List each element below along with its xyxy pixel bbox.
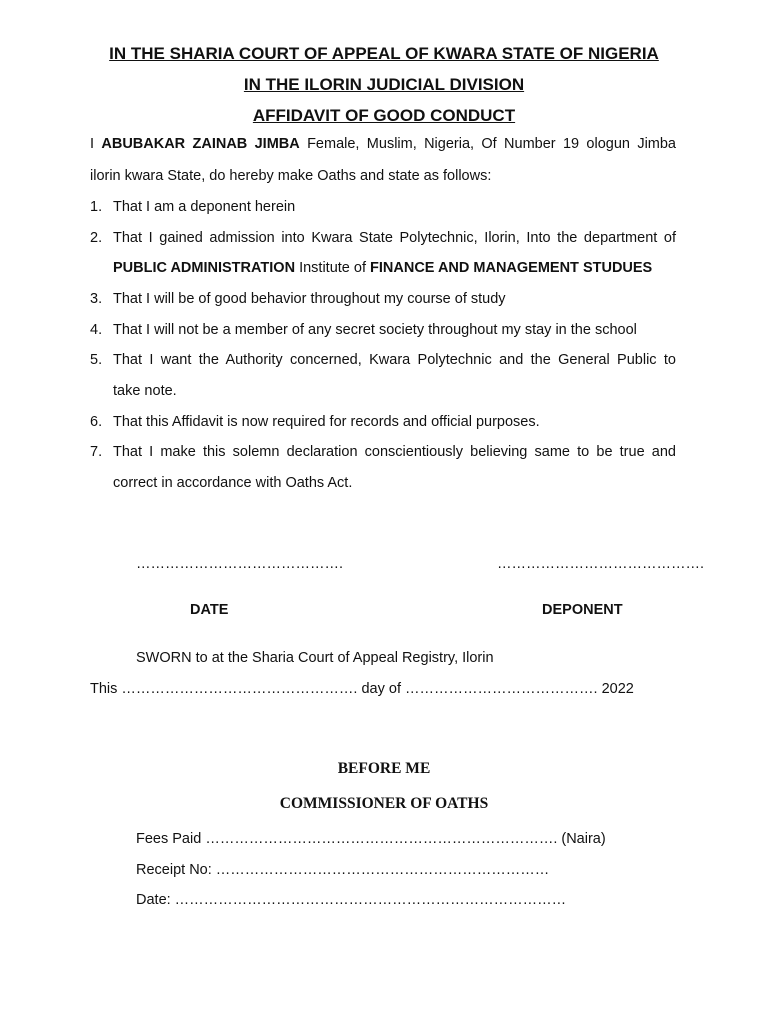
item-2-number: 2. [90, 230, 103, 246]
item-7-text-line-1: That I make this solemn declaration conscientiously believing same to be true and [113, 444, 676, 460]
item-7-number: 7. [90, 444, 103, 460]
sworn-date-line: This …………………………………………. day of …………………………………. 2022 [90, 681, 634, 697]
item-2-text-line-2: PUBLIC ADMINISTRATION Institute of FINANCE AND MANAGEMENT STUDUES [113, 260, 653, 276]
item-3-text: That I will be of good behavior throughout my course of study [113, 291, 506, 307]
sworn-statement: SWORN to at the Sharia Court of Appeal Registry, Ilorin [136, 650, 494, 666]
item-5-text-line-1: That I want the Authority concerned, Kwara Polytechnic and the General Public to [113, 352, 676, 368]
item-4-text: That I will not be a member of any secret society throughout my stay in the school [113, 322, 637, 338]
date-label: DATE [190, 602, 229, 618]
date-signature-line: ……………………………………. [136, 556, 344, 572]
receipt-number-line: Receipt No: …………………………………………………………… [136, 862, 550, 878]
fees-paid-line: Fees Paid ………………………………………………………………. (Naira) [136, 831, 606, 847]
item-1-text: That I am a deponent herein [113, 199, 296, 215]
intro-line-2: ilorin kwara State, do hereby make Oaths and state as follows: [90, 168, 492, 184]
before-me-label: BEFORE ME [337, 760, 431, 777]
item-6-number: 6. [90, 414, 103, 430]
fee-date-line: Date: ……………………………………………………………………… [136, 892, 567, 908]
item-2-text-line-1: That I gained admission into Kwara State Polytechnic, Ilorin, Into the department of [113, 230, 676, 246]
document-title: AFFIDAVIT OF GOOD CONDUCT [252, 106, 516, 125]
item-5-number: 5. [90, 352, 103, 368]
deponent-label: DEPONENT [542, 602, 623, 618]
division-heading: IN THE ILORIN JUDICIAL DIVISION [243, 75, 525, 94]
intro-line-1: I ABUBAKAR ZAINAB JIMBA Female, Muslim, Nigeria, Of Number 19 ologun Jimba [90, 136, 676, 152]
deponent-signature-line: ……………………………………. [497, 556, 705, 572]
deponent-name: ABUBAKAR ZAINAB JIMBA [101, 136, 300, 152]
item-3-number: 3. [90, 291, 103, 307]
court-heading: IN THE SHARIA COURT OF APPEAL OF KWARA STATE OF NIGERIA [109, 44, 659, 63]
item-4-number: 4. [90, 322, 103, 338]
commissioner-label: COMMISSIONER OF OATHS [279, 795, 489, 812]
item-1-number: 1. [90, 199, 103, 215]
item-7-text-line-2: correct in accordance with Oaths Act. [113, 475, 353, 491]
item-5-text-line-2: take note. [113, 383, 177, 399]
item-6-text: That this Affidavit is now required for records and official purposes. [113, 414, 540, 430]
